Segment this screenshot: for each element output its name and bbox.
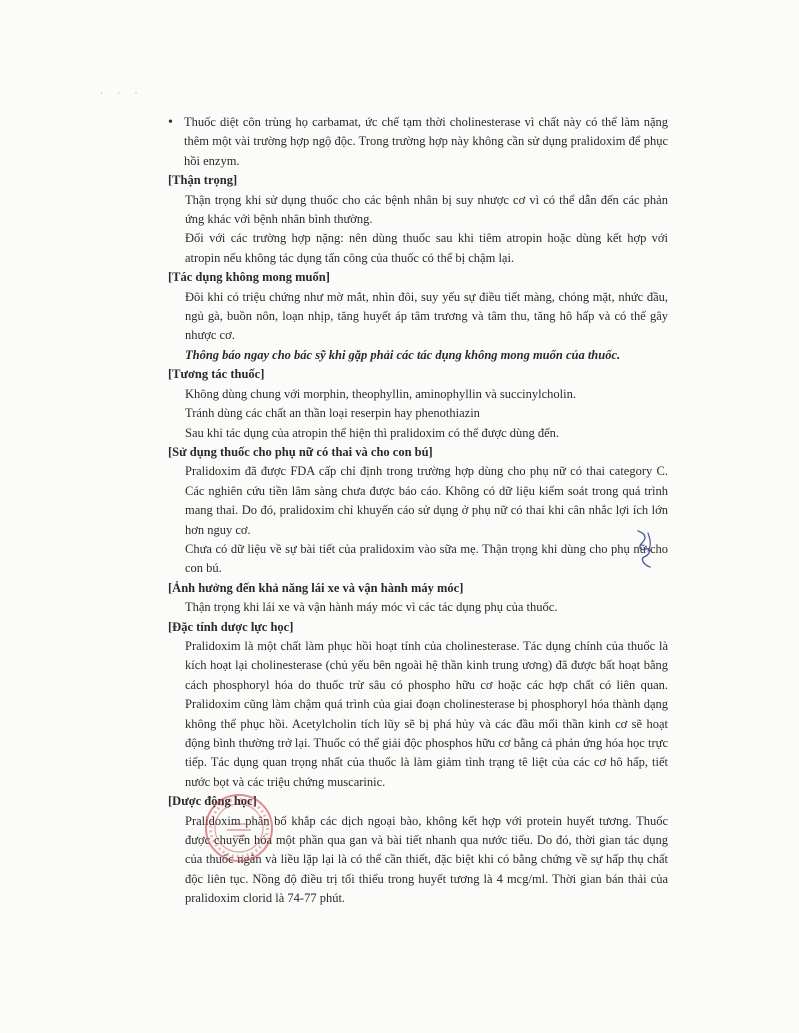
heading-duoc-dong-hoc: [Dược động học] <box>168 794 257 809</box>
paragraph: Không dùng chung với morphin, theophyllin, aminophyllin và succinylcholin. <box>185 386 576 401</box>
bullet-text: Thuốc diệt côn trùng họ carbamat, ức chế tạm thời cholinesterase vì chất này có thể làm nặng thêm một vài trường hợp ngộ độc. Trong trường hợp này không cần sử dụng pralidoxim để phục hồi enzym. <box>184 115 668 168</box>
heading-than-trong: [Thận trọng] <box>168 173 238 188</box>
paragraph: Pralidoxim là một chất làm phục hồi hoạt tính của cholinesterase. Tác dụng chính của thuốc là kích hoạt lại cholinesterase (chủ yếu bên ngoài hệ thần kinh trung ương) đã được bất hoạt bằng cách phosphoryl hóa do thuốc trừ sâu có phospho hữu cơ hoặc các hợp chất có liên quan. Pralidoxim cũng làm chậm quá trình của giai đoạn cholinesterase bị phosphoryl hóa thành dạng không thể phục hồi. Acetylcholin tích lũy sẽ bị phá hủy và các đầu mối thần kinh cơ sẽ hoạt động bình thường trở lại. Thuốc có thể giải độc phosphos hữu cơ bằng cả phản ứng hóa học trực tiếp. Tác dụng quan trọng nhất của thuốc là làm giảm tình trạng tê liệt của các cơ hô hấp, tiết nước bọt và các triệu chứng muscarinic. <box>185 638 668 789</box>
paragraph: Pralidoxim đã được FDA cấp chỉ định trong trường hợp dùng cho phụ nữ có thai category C. Các nghiên cứu tiền lâm sàng chưa được báo cáo. Không có dữ liệu kiểm soát trong quá trình mang thai. Do đó, pralidoxim chỉ khuyến cáo sử dụng ở phụ nữ có thai khi cân nhắc lợi ích lớn hơn nguy cơ. <box>185 464 668 537</box>
paragraph: Chưa có dữ liệu về sự bài tiết của pralidoxim vào sữa mẹ. Thận trọng khi dùng cho phụ nữ cho con bú. <box>185 541 668 576</box>
bullet-dot-icon: • <box>168 115 173 130</box>
heading-tuong-tac: [Tương tác thuốc] <box>168 367 265 382</box>
heading-phu-nu-co-thai: [Sử dụng thuốc cho phụ nữ có thai và cho con bú] <box>168 444 433 459</box>
paragraph: Sau khi tác dụng của atropin thể hiện thì pralidoxim có thể được dùng đến. <box>185 425 560 440</box>
signature-mark-icon <box>630 527 660 569</box>
document-body <box>168 113 668 909</box>
heading-lai-xe: [Ảnh hưởng đến khả năng lái xe và vận hành máy móc] <box>168 580 464 595</box>
paragraph: Tránh dùng các chất an thần loại reserpin hay phenothiazin <box>185 406 480 421</box>
paragraph: Đối với các trường hợp nặng: nên dùng thuốc sau khi tiêm atropin hoặc dùng kết hợp với atropin nếu không tác dụng tấn công của thuốc có thể bị chậm lại. <box>185 231 668 265</box>
warning-text: Thông báo ngay cho bác sỹ khi gặp phải các tác dụng không mong muốn của thuốc. <box>185 347 621 362</box>
paragraph: Thận trọng khi sử dụng thuốc cho các bệnh nhân bị suy nhược cơ vì có thể dẫn đến các phản ứng khác với bệnh nhân bình thường. <box>185 192 668 227</box>
scan-specks: · · · <box>100 88 144 98</box>
paragraph: Đôi khi có triệu chứng như mờ mắt, nhìn đôi, suy yếu sự điều tiết màng, chóng mặt, nhức đầu, ngủ gà, buồn nôn, loạn nhịp, tăng huyết áp tâm trương và tâm thu, tăng hô hấp và có thể gây nhược cơ. <box>185 289 668 343</box>
bullet-item <box>168 113 668 171</box>
heading-tac-dung-khong-mong-muon: [Tác dụng không mong muốn] <box>168 270 330 285</box>
paragraph: Thận trọng khi lái xe và vận hành máy móc vì các tác dụng phụ của thuốc. <box>185 600 558 615</box>
company-seal-icon <box>203 792 275 864</box>
heading-duoc-luc-hoc: [Đặc tính dược lực học] <box>168 619 294 634</box>
paragraph: Pralidoxim phân bố khắp các dịch ngoại bào, không kết hợp với protein huyết tương. Thuốc được chuyển hóa một phần qua gan và bài tiết nhanh qua nước tiểu. Do đó, thời gian tác dụng của thuốc ngắn và liều lặp lại là có thể cần thiết, đặc biệt khi có bằng chứng về sự hấp thụ chất độc liên tục. Nồng độ điều trị tối thiểu trong huyết tương là 4 mcg/ml. Thời gian bán thải của pralidoxim clorid là 74-77 phút. <box>185 813 668 906</box>
